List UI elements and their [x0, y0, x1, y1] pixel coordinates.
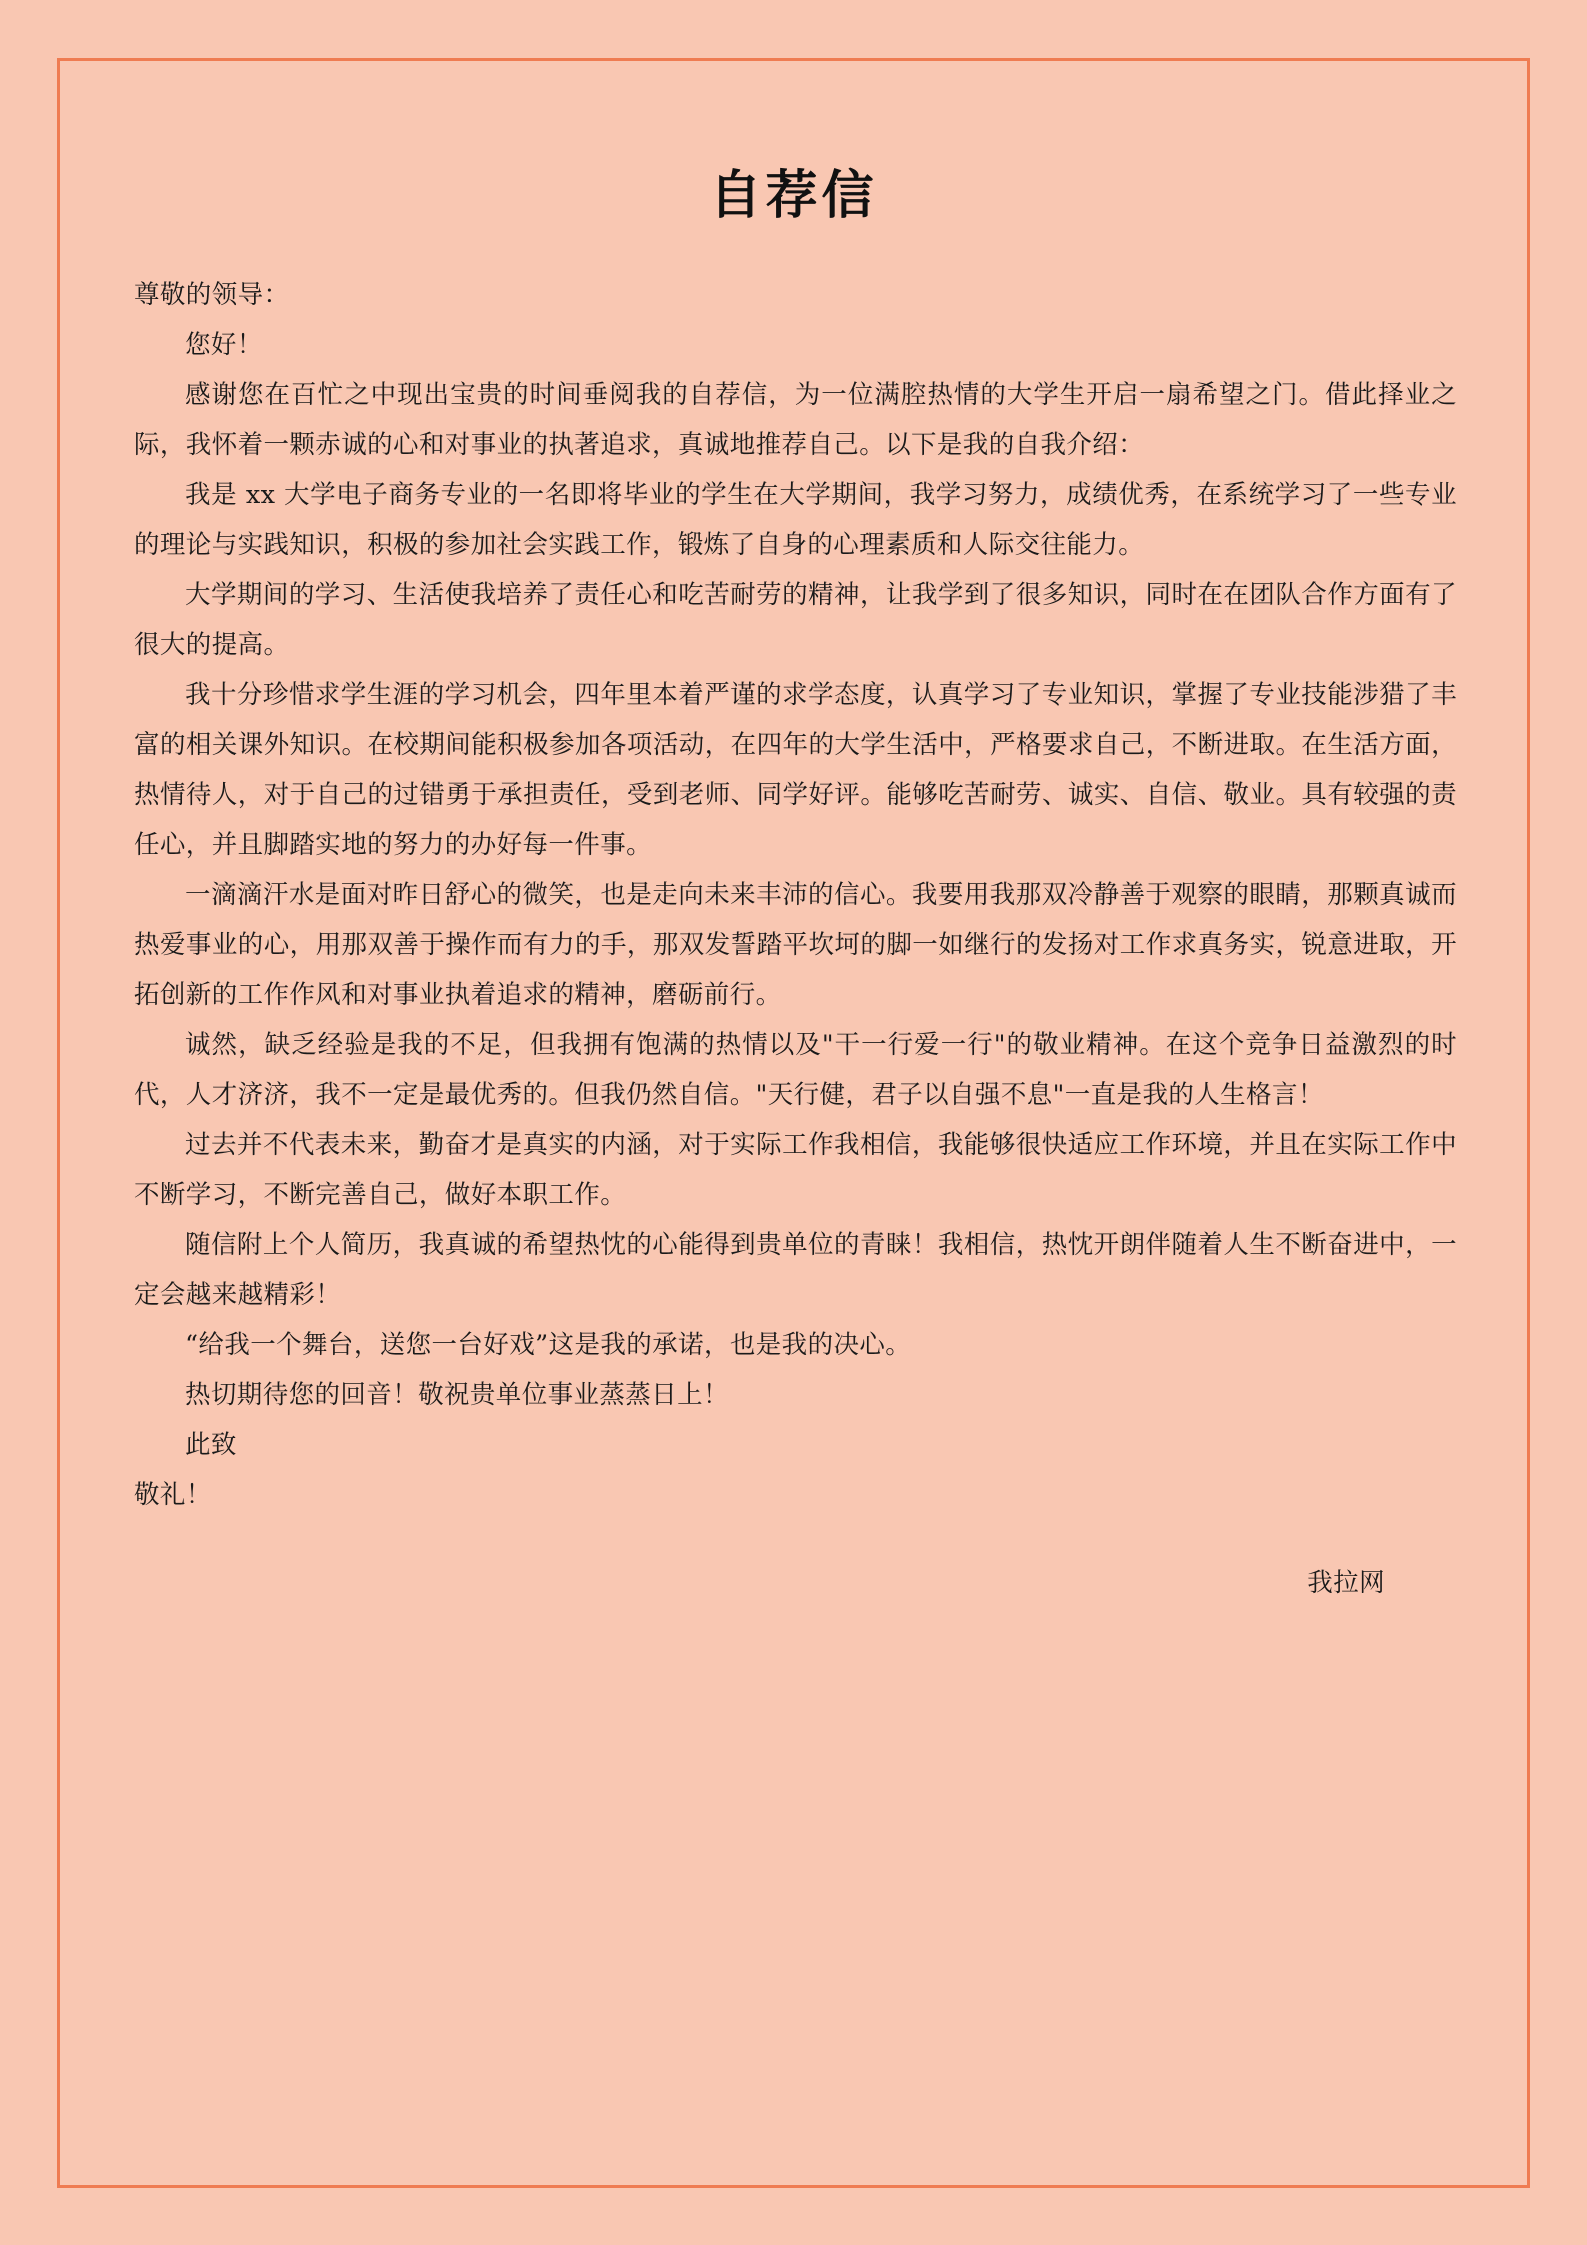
letter-body [134, 270, 1457, 1608]
paragraph-8: 随信附上个人简历，我真诚的希望热忱的心能得到贵单位的青睐！我相信，热忱开朗伴随着人生不断奋进中，一定会越来越精彩！ [134, 1230, 1457, 1310]
greeting: 您好！ [185, 330, 263, 360]
closing-cizhi: 此致 [185, 1430, 237, 1460]
closing-jingli: 敬礼！ [134, 1480, 212, 1510]
paragraph-2: 我是 xx 大学电子商务专业的一名即将毕业的学生在大学期间，我学习努力，成绩优秀，在系统学习了一些专业的理论与实践知识，积极的参加社会实践工作，锻炼了自身的心理素质和人际交往能力。 [134, 480, 1457, 560]
paragraph-10-wishes: 热切期待您的回音！敬祝贵单位事业蒸蒸日上！ [185, 1380, 729, 1410]
page-title: 自荐信 [709, 166, 878, 226]
salutation: 尊敬的领导： [134, 280, 290, 310]
paragraph-1: 感谢您在百忙之中现出宝贵的时间垂阅我的自荐信，为一位满腔热情的大学生开启一扇希望之门。借此择业之际，我怀着一颗赤诚的心和对事业的执著追求，真诚地推荐自己。以下是我的自我介绍： [134, 380, 1457, 460]
paragraph-3: 大学期间的学习、生活使我培养了责任心和吃苦耐劳的精神，让我学到了很多知识，同时在在团队合作方面有了很大的提高。 [134, 580, 1457, 660]
paragraph-4: 我十分珍惜求学生涯的学习机会，四年里本着严谨的求学态度，认真学习了专业知识，掌握了专业技能涉猎了丰富的相关课外知识。在校期间能积极参加各项活动，在四年的大学生活中，严格要求自己，不断进取。在生活方面，热情待人，对于自己的过错勇于承担责任，受到老师、同学好评。能够吃苦耐劳、诚实、自信、敬业。具有较强的责任心，并且脚踏实地的努力的办好每一件事。 [134, 680, 1457, 860]
paragraph-5: 一滴滴汗水是面对昨日舒心的微笑，也是走向未来丰沛的信心。我要用我那双冷静善于观察的眼睛，那颗真诚而热爱事业的心，用那双善于操作而有力的手，那双发誓踏平坎坷的脚一如继行的发扬对工作求真务实，锐意进取，开拓创新的工作作风和对事业执着追求的精神，磨砺前行。 [134, 880, 1457, 1010]
signature: 我拉网 [1307, 1568, 1385, 1598]
paragraph-6: 诚然，缺乏经验是我的不足，但我拥有饱满的热情以及"干一行爱一行"的敬业精神。在这个竞争日益激烈的时代，人才济济，我不一定是最优秀的。但我仍然自信。"天行健，君子以自强不息"一直是我的人生格言！ [134, 1030, 1457, 1110]
paragraph-7: 过去并不代表未来，勤奋才是真实的内涵，对于实际工作我相信，我能够很快适应工作环境，并且在实际工作中不断学习，不断完善自己，做好本职工作。 [134, 1130, 1457, 1210]
paragraph-9-promise: “给我一个舞台，送您一台好戏”这是我的承诺，也是我的决心。 [185, 1330, 912, 1360]
document-content [57, 58, 1530, 2188]
